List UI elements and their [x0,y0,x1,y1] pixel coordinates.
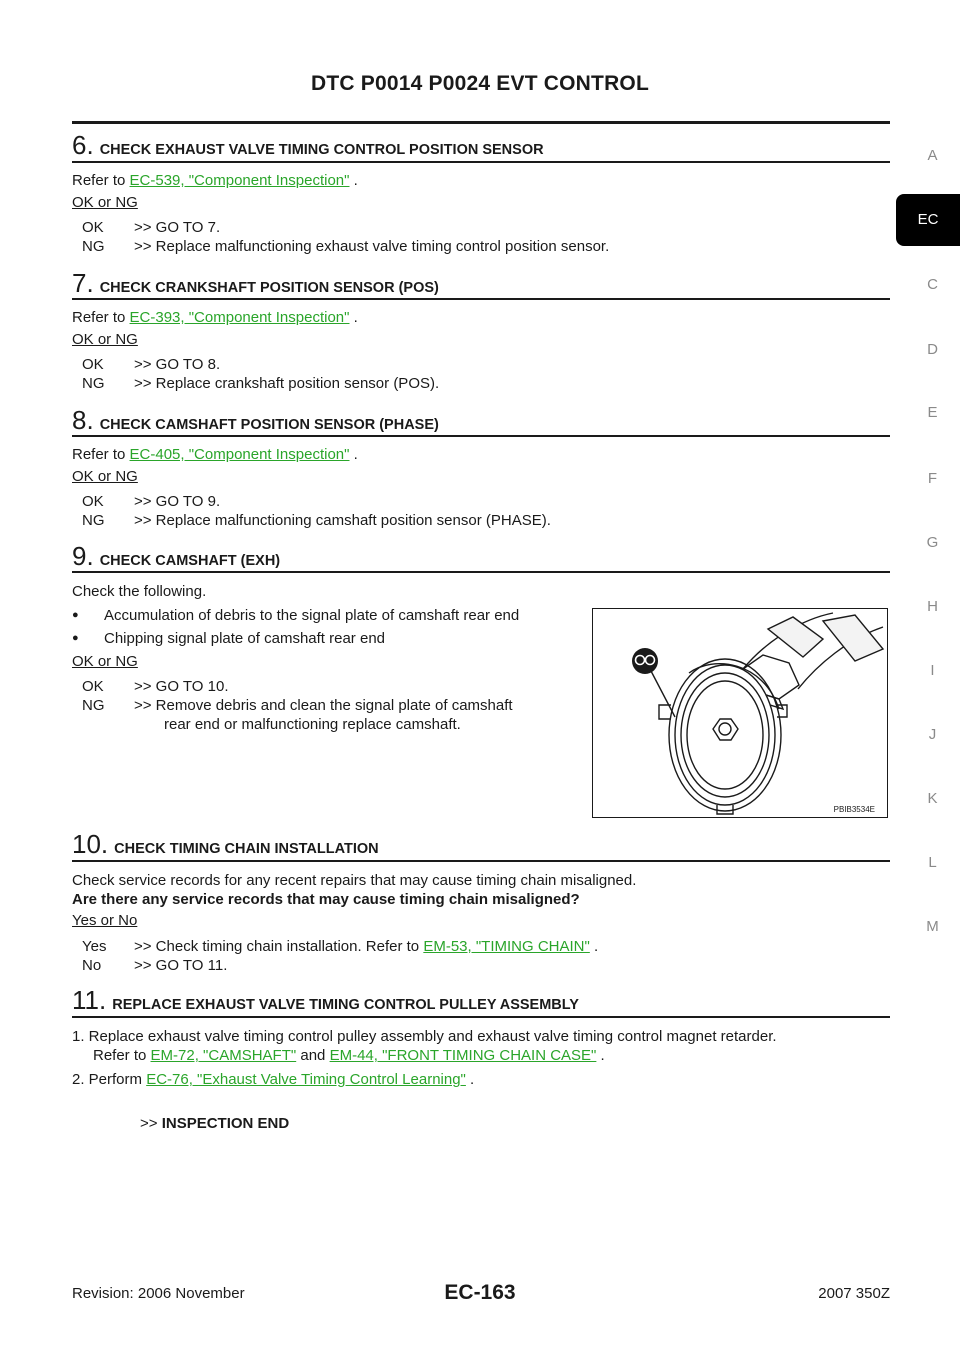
step-10-heading [72,829,890,860]
side-tab-k[interactable]: K [927,790,938,807]
bullet-dot: ● [72,609,79,621]
refer-and: and [296,1047,330,1064]
camshaft-drawing [593,609,886,816]
instruction-1: 1. Replace exhaust valve timing control pulley assembly and exhaust valve timing control magnet retarder. [72,1028,777,1045]
result-ok [82,677,229,696]
revision-text: Revision: 2006 November [72,1285,245,1302]
result-key: OK [82,493,104,510]
step-question: Are there any service records that may cause timing chain misaligned? [72,891,580,908]
step-title: CHECK TIMING CHAIN INSTALLATION [114,841,379,857]
result-ng [82,237,609,256]
step-title: CHECK CAMSHAFT POSITION SENSOR (PHASE) [99,417,439,433]
result-key: OK [82,219,104,236]
refer-suffix: . [596,1047,605,1064]
result-text: >> GO TO 7. [134,219,221,236]
step-9-heading [72,541,890,572]
em-72-link[interactable]: EM-72, "CAMSHAFT" [150,1047,297,1064]
result-key: NG [82,375,105,392]
result-key: No [82,957,102,974]
side-tab-m[interactable]: M [926,918,939,935]
bullet-item [72,630,385,647]
result-ok [82,218,220,237]
step-title: REPLACE EXHAUST VALVE TIMING CONTROL PULLEY ASSEMBLY [112,997,579,1013]
side-tab-d[interactable]: D [927,341,938,358]
refer-suffix: . [349,309,358,326]
result-key: NG [82,238,105,255]
side-tab-g[interactable]: G [926,534,939,551]
side-tab-e[interactable]: E [927,404,938,421]
instruction-2 [72,1070,474,1090]
end-text: INSPECTION END [161,1115,290,1132]
side-tab-ec[interactable]: EC [896,194,960,246]
refer-prefix: Refer to [72,446,130,463]
step-7-heading [72,268,890,299]
ec-393-link[interactable]: EC-393, "Component Inspection" [129,309,350,326]
step-6-heading [72,130,890,161]
side-tab-f[interactable]: F [927,470,938,487]
step-title: CHECK EXHAUST VALVE TIMING CONTROL POSITION SENSOR [99,142,544,158]
result-text: >> GO TO 11. [134,957,228,974]
step-text: Check service records for any recent repairs that may cause timing chain misaligned. [72,872,637,889]
refer-suffix: . [349,446,358,463]
result-key: NG [82,512,105,529]
side-tab-l[interactable]: L [928,854,937,871]
page-title: DTC P0014 P0024 EVT CONTROL [310,72,649,95]
result-ok [82,355,220,374]
result-yes [82,937,598,956]
step-divider [72,860,890,862]
end-arrow: >> [140,1115,158,1132]
side-tab-h[interactable]: H [927,598,938,615]
instruction-1-refer [93,1046,605,1066]
judgement-label: OK or NG [72,468,138,485]
step-number: 10. [72,829,109,859]
result-ng-continued: rear end or malfunctioning replace camshaft. [164,716,461,733]
refer-line [72,171,358,191]
result-ok [82,492,220,511]
result-key: OK [82,678,104,695]
step-number: 6. [72,130,94,160]
ec-76-link[interactable]: EC-76, "Exhaust Valve Timing Control Learning" [146,1071,466,1088]
side-tab-c[interactable]: C [927,276,938,293]
inspection-end [140,1114,289,1134]
refer-suffix: . [349,172,358,189]
step-number: 11. [72,985,107,1015]
result-text: >> GO TO 8. [134,356,221,373]
refer-line [72,308,358,328]
step-intro: Check the following. [72,583,207,600]
result-text: >> Replace malfunctioning exhaust valve timing control position sensor. [134,238,610,255]
refer-prefix: Refer to [72,309,130,326]
refer-line [72,445,358,465]
result-key: Yes [82,938,107,955]
bullet-text: Chipping signal plate of camshaft rear end [104,630,386,647]
result-text: >> GO TO 9. [134,493,221,510]
side-tab-j[interactable]: J [928,726,937,743]
result-text: >> Check timing chain installation. Refer to [134,938,424,955]
refer-prefix: Refer to [72,172,130,189]
judgement-label: OK or NG [72,653,138,670]
refer-prefix: Refer to [93,1047,151,1064]
result-key: OK [82,356,104,373]
step-11-heading [72,985,890,1016]
bullet-text: Accumulation of debris to the signal plate of camshaft rear end [104,607,520,624]
step-8-heading [72,405,890,436]
title-divider [72,121,890,124]
figure-code: PBIB3534E [833,805,875,814]
bullet-item [72,607,519,624]
ec-405-link[interactable]: EC-405, "Component Inspection" [129,446,350,463]
page-number: EC-163 [444,1281,516,1304]
step-divider [72,571,890,573]
result-ng [82,374,439,393]
result-no [82,956,227,975]
em-44-link[interactable]: EM-44, "FRONT TIMING CHAIN CASE" [329,1047,597,1064]
judgement-label: Yes or No [72,912,138,929]
result-ng [82,511,551,530]
em-53-link[interactable]: EM-53, "TIMING CHAIN" [423,938,590,955]
instruction-prefix: 2. Perform [72,1071,147,1088]
step-number: 9. [72,541,94,571]
instruction-suffix: . [465,1071,475,1088]
result-ng [82,696,513,715]
ec-539-link[interactable]: EC-539, "Component Inspection" [129,172,350,189]
camshaft-illustration [592,608,888,818]
result-suffix: . [589,938,599,955]
side-tab-i[interactable]: I [930,662,935,679]
step-divider [72,1016,890,1018]
result-text: >> Remove debris and clean the signal plate of camshaft [134,697,513,714]
step-divider [72,161,890,163]
step-divider [72,298,890,300]
bullet-dot: ● [72,632,79,644]
model-text: 2007 350Z [818,1285,890,1302]
result-text: >> Replace crankshaft position sensor (POS). [134,375,440,392]
step-divider [72,435,890,437]
judgement-label: OK or NG [72,331,138,348]
judgement-label: OK or NG [72,194,138,211]
step-title: CHECK CRANKSHAFT POSITION SENSOR (POS) [99,280,439,296]
step-title: CHECK CAMSHAFT (EXH) [99,553,281,569]
result-text: >> Replace malfunctioning camshaft position sensor (PHASE). [134,512,551,529]
result-key: NG [82,697,105,714]
result-text: >> GO TO 10. [134,678,229,695]
step-number: 7. [72,268,94,298]
side-tab-a[interactable]: A [927,147,938,164]
step-number: 8. [72,405,94,435]
